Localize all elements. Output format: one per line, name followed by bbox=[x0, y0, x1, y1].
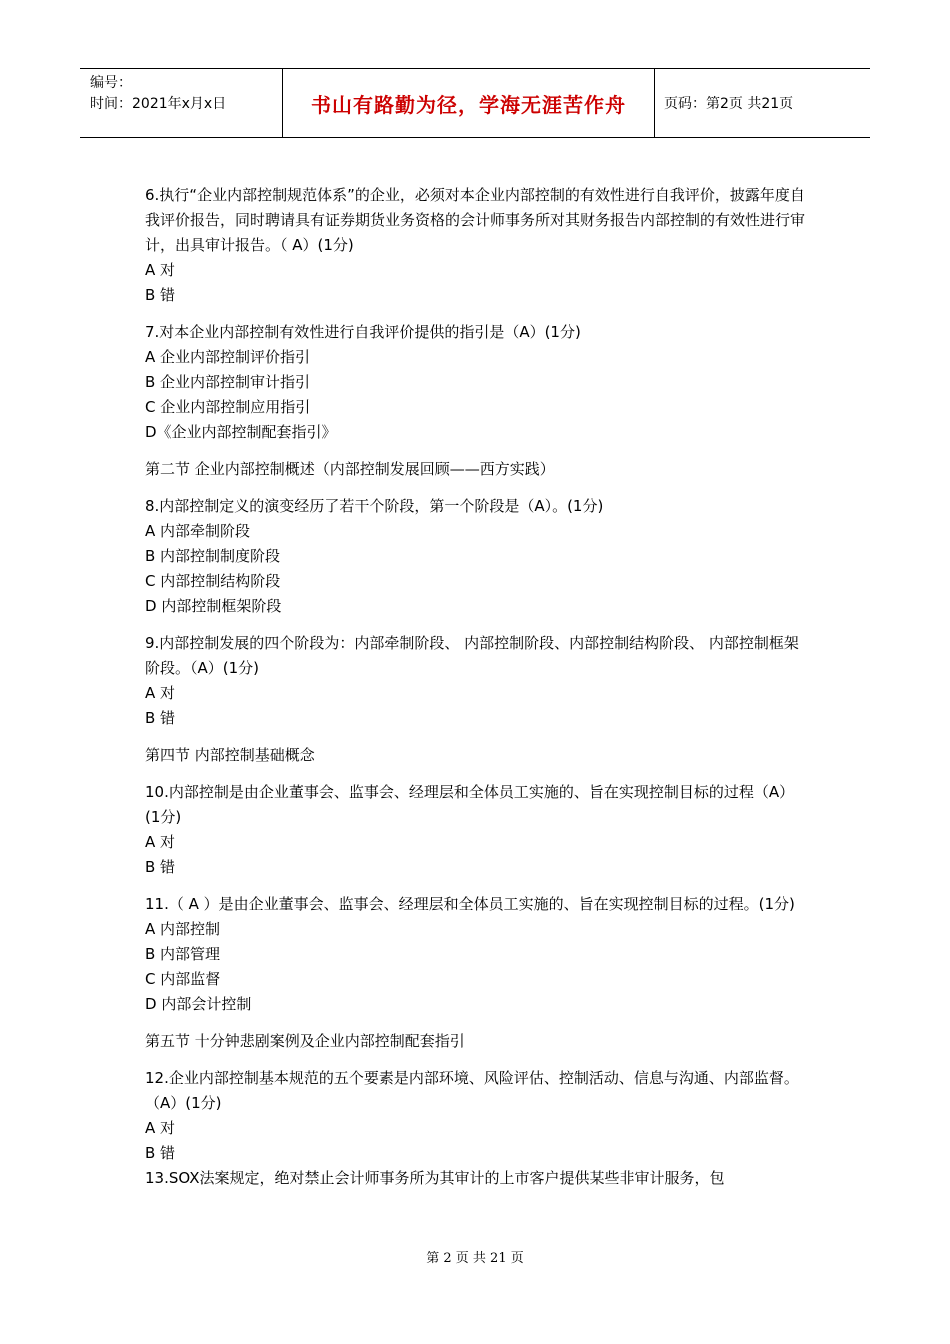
page-label: 页码：第2页 共21页 bbox=[664, 96, 794, 112]
question-block bbox=[145, 631, 805, 731]
page-footer: 第 2 页 共 21 页 bbox=[426, 1251, 524, 1266]
question-text: 6.执行“企业内部控制规范体系”的企业，必须对本企业内部控制的有效性进行自我评价，披露年度自我评价报告，同时聘请具有证券期货业务资格的会计师事务所对其财务报告内部控制的有效性进行审计，出具审计报告。（ A）(1分) bbox=[145, 186, 806, 254]
answer-option: B 内部管理 bbox=[145, 945, 221, 963]
question-block bbox=[145, 780, 805, 880]
question-text: 9.内部控制发展的四个阶段为：内部牵制阶段、 内部控制阶段、内部控制结构阶段、 内部控制框架阶段。（A）(1分) bbox=[145, 634, 799, 677]
answer-option: B 错 bbox=[145, 1144, 176, 1162]
answer-option: B 错 bbox=[145, 286, 176, 304]
answer-option: A 企业内部控制评价指引 bbox=[145, 348, 311, 366]
answer-option: C 内部控制结构阶段 bbox=[145, 572, 281, 590]
number-label: 编号： bbox=[90, 75, 132, 91]
motto-text: 书山有路勤为径，学海无涯苦作舟 bbox=[311, 92, 626, 117]
answer-option: A 对 bbox=[145, 684, 176, 702]
section-heading: 第四节 内部控制基础概念 bbox=[145, 746, 315, 764]
answer-option: A 对 bbox=[145, 261, 176, 279]
answer-option: B 错 bbox=[145, 858, 176, 876]
answer-option: A 对 bbox=[145, 1119, 176, 1137]
question-block bbox=[145, 183, 805, 308]
question-block bbox=[145, 494, 805, 619]
answer-option: B 错 bbox=[145, 709, 176, 727]
header-page-cell bbox=[655, 69, 870, 137]
question-block bbox=[145, 320, 805, 445]
question-block bbox=[145, 1166, 805, 1191]
question-text: 13.SOX法案规定，绝对禁止会计师事务所为其审计的上市客户提供某些非审计服务，包 bbox=[145, 1169, 725, 1187]
header-meta bbox=[80, 69, 282, 137]
question-text: 7.对本企业内部控制有效性进行自我评价提供的指引是（A）(1分) bbox=[145, 323, 581, 341]
section-heading: 第五节 十分钟悲剧案例及企业内部控制配套指引 bbox=[145, 1032, 465, 1050]
answer-option: C 内部监督 bbox=[145, 970, 221, 988]
question-block bbox=[145, 1066, 805, 1166]
answer-option: B 企业内部控制审计指引 bbox=[145, 373, 311, 391]
question-text: 12.企业内部控制基本规范的五个要素是内部环境、风险评估、控制活动、信息与沟通、内部监督。（A）(1分) bbox=[145, 1069, 799, 1112]
answer-option: D 内部控制框架阶段 bbox=[145, 597, 282, 615]
time-label: 时间：2021年x月x日 bbox=[90, 96, 227, 112]
answer-option: A 对 bbox=[145, 833, 176, 851]
section-heading: 第二节 企业内部控制概述（内部控制发展回顾——西方实践） bbox=[145, 460, 555, 478]
question-text: 10.内部控制是由企业董事会、监事会、经理层和全体员工实施的、旨在实现控制目标的过程（A）(1分) bbox=[145, 783, 795, 826]
answer-option: A 内部控制 bbox=[145, 920, 221, 938]
answer-option: A 内部牵制阶段 bbox=[145, 522, 251, 540]
page-header bbox=[80, 68, 870, 138]
header-motto-cell bbox=[282, 69, 655, 137]
answer-option: D《企业内部控制配套指引》 bbox=[145, 423, 337, 441]
answer-option: B 内部控制制度阶段 bbox=[145, 547, 281, 565]
question-text: 8.内部控制定义的演变经历了若干个阶段，第一个阶段是（A）。(1分) bbox=[145, 497, 604, 515]
document-body bbox=[145, 183, 805, 1203]
question-block bbox=[145, 892, 805, 1017]
answer-option: D 内部会计控制 bbox=[145, 995, 252, 1013]
question-text: 11.（ A ）是由企业董事会、监事会、经理层和全体员工实施的、旨在实现控制目标的过程。(1分) bbox=[145, 895, 795, 913]
answer-option: C 企业内部控制应用指引 bbox=[145, 398, 311, 416]
